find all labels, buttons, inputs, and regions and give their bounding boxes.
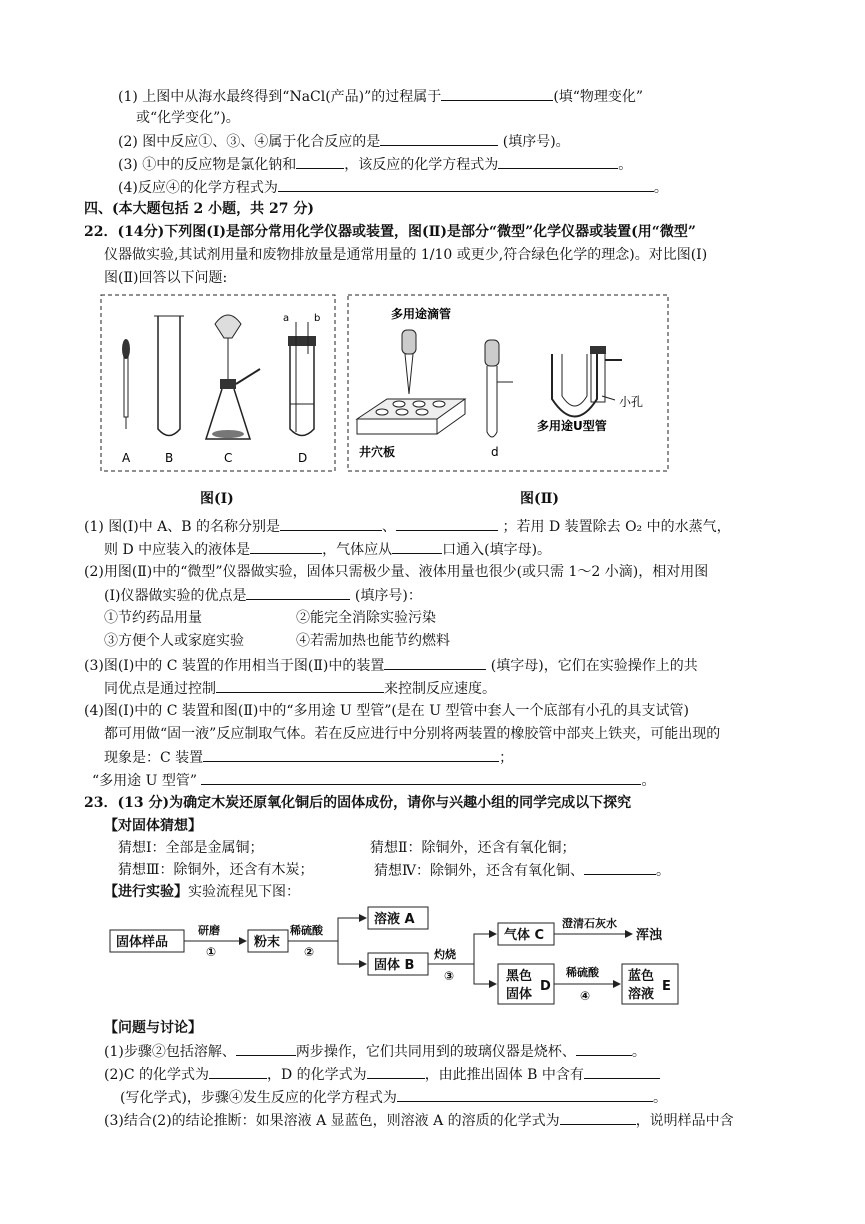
answer-blank[interactable] bbox=[367, 1064, 425, 1079]
q23-intro: 23．(13 分)为确定木炭还原氧化铜后的固体成份，请你与兴趣小组的同学完成以下探究 bbox=[84, 795, 632, 811]
q22-2-cont: (Ⅰ)仪器做实验的优点是 (填序号)： bbox=[104, 585, 422, 606]
option-3: ③方便个人或家庭实验 bbox=[104, 633, 244, 649]
answer-blank[interactable] bbox=[576, 1041, 632, 1056]
text-solution: 溶液 bbox=[628, 987, 655, 1002]
q22-4-cont: 都可用做“固一液”反应制取气体。若在反应进行中分别将两装置的橡胶管中部夹上铁夹，可能出现的 bbox=[104, 726, 721, 742]
answer-blank[interactable] bbox=[201, 770, 641, 785]
answer-blank[interactable] bbox=[560, 1110, 636, 1125]
u-tube bbox=[552, 346, 622, 417]
q22-intro-2: 仪器做实验,其试剂用量和废物排放量是通常用量的 1/10 或更少,符合绿色化学的理念)。对比图(Ⅰ) bbox=[104, 247, 708, 263]
figure-2-caption: 图(Ⅱ) bbox=[520, 491, 560, 507]
experiment-flowchart bbox=[104, 904, 704, 1012]
guess-2: 猜想Ⅱ：除铜外，还含有氧化铜； bbox=[370, 840, 576, 856]
dropper-A bbox=[122, 339, 130, 429]
q-part1: (1) 上图中从海水最终得到“NaCl(产品)”的过程属于 (填“物理变化” bbox=[118, 86, 643, 107]
q22-intro-1: 22．(14分)下列图(Ⅰ)是部分常用化学仪器或装置，图(Ⅱ)是部分“微型”化学仪器或装置(用“微型” bbox=[84, 224, 696, 240]
answer-blank[interactable] bbox=[203, 747, 499, 762]
answer-blank[interactable] bbox=[584, 1064, 660, 1079]
option-2: ②能完全消除实验污染 bbox=[296, 610, 436, 626]
test-tube-B bbox=[154, 316, 184, 436]
text-solid: 固体 bbox=[506, 987, 533, 1002]
disc-2: (2)C 的化学式为 ，D 的化学式为 ，由此推出固体 B 中含有 bbox=[104, 1064, 660, 1085]
answer-blank[interactable] bbox=[384, 655, 486, 670]
label-hole: 小孔 bbox=[619, 395, 644, 409]
answer-blank[interactable] bbox=[280, 516, 382, 531]
text-D: D bbox=[540, 979, 551, 994]
answer-blank[interactable] bbox=[396, 516, 498, 531]
text-grind: 研磨 bbox=[198, 924, 220, 937]
answer-blank[interactable] bbox=[209, 1064, 267, 1079]
figure-2-micro-apparatus bbox=[347, 294, 669, 474]
well-plate bbox=[357, 399, 465, 434]
text-black: 黑色 bbox=[506, 969, 533, 984]
figure-2-frame bbox=[348, 295, 668, 471]
disc-1: (1)步骤②包括溶解、 两步操作，它们共同用到的玻璃仪器是烧杯、 。 bbox=[104, 1041, 646, 1062]
text-powder: 粉末 bbox=[254, 935, 281, 950]
q22-1: (1) 图(Ⅰ)中 A、B 的名称分别是 、 ；若用 D 装置除去 O₂ 中的水蒸气， bbox=[84, 516, 731, 537]
answer-blank[interactable] bbox=[296, 154, 344, 169]
q22-1-cont: 则 D 中应装入的液体是 ，气体应从 口通入(填字母)。 bbox=[104, 539, 551, 560]
answer-blank[interactable] bbox=[278, 177, 654, 192]
q22-4-u: “多用途 U 型管” 。 bbox=[92, 770, 655, 791]
text-E: E bbox=[662, 979, 671, 994]
q-part4: (4)反应④的化学方程式为 。 bbox=[118, 177, 668, 198]
answer-blank[interactable] bbox=[380, 131, 498, 146]
label-B: B bbox=[165, 451, 174, 465]
text-lime: 澄清石灰水 bbox=[562, 917, 617, 930]
label-dropper: 多用途滴管 bbox=[391, 307, 452, 321]
guess-4: 猜想Ⅳ：除铜外，还含有氧化铜、 。 bbox=[374, 860, 670, 881]
text-sample: 固体样品 bbox=[116, 935, 169, 950]
text-step3: ③ bbox=[444, 969, 455, 983]
figure-1-caption: 图(Ⅰ) bbox=[200, 491, 234, 507]
experiment-heading: 【进行实验】实验流程见下图： bbox=[104, 884, 300, 900]
label-u-tube: 多用途U型管 bbox=[537, 419, 607, 433]
q-part1-cont: 或“化学变化”)。 bbox=[136, 110, 240, 126]
text-burn: 灼烧 bbox=[434, 948, 456, 961]
micro-tube-d bbox=[485, 340, 513, 437]
text-step1: ① bbox=[206, 945, 217, 959]
disc-2-cont: (写化学式)，步骤④发生反应的化学方程式为 。 bbox=[120, 1087, 667, 1108]
svg-text:b: b bbox=[314, 313, 321, 324]
option-4: ④若需加热也能节约燃料 bbox=[296, 633, 450, 649]
gas-washing-D bbox=[283, 313, 320, 436]
q22-2: (2)用图(Ⅱ)中的“微型”仪器做实验，固体只需极少量、液体用量也很少(或只需 1～2 小滴)，相对用图 bbox=[84, 564, 709, 580]
q22-3: (3)图(Ⅰ)中的 C 装置的作用相当于图(Ⅱ)中的装置 (填字母)，它们在实验操作上的共 bbox=[84, 655, 698, 676]
disc-3: (3)结合(2)的结论推断：如果溶液 A 显蓝色，则溶液 A 的溶质的化学式为 ，说明样品中含 bbox=[104, 1110, 734, 1131]
q22-4-c: 现象是：C 装置 ； bbox=[104, 747, 513, 768]
text-step4: ④ bbox=[580, 989, 591, 1003]
discussion-heading: 【问题与讨论】 bbox=[104, 1020, 202, 1036]
answer-blank[interactable] bbox=[397, 1087, 653, 1102]
label-C: C bbox=[224, 451, 233, 465]
guess-heading: 【对固体猜想】 bbox=[104, 818, 202, 834]
guess-3: 猜想Ⅲ：除铜外，还含有木炭； bbox=[118, 862, 314, 878]
label-d: d bbox=[491, 445, 499, 459]
text-gas-C: 气体 C bbox=[504, 928, 545, 943]
q22-4: (4)图(Ⅰ)中的 C 装置和图(Ⅱ)中的“多用途 U 型管”(是在 U 型管中套人一个底部有小孔的具支试管) bbox=[84, 703, 689, 719]
text-step2: ② bbox=[304, 945, 315, 959]
text-blue: 蓝色 bbox=[628, 969, 655, 984]
answer-blank[interactable] bbox=[441, 86, 553, 101]
answer-blank[interactable] bbox=[250, 539, 322, 554]
text-solution-A: 溶液 A bbox=[374, 912, 415, 927]
section-heading: 四、(本大题包括 2 小题，共 27 分) bbox=[84, 201, 314, 217]
answer-blank[interactable] bbox=[392, 539, 442, 554]
text-acid: 稀硫酸 bbox=[290, 924, 323, 937]
q-part3: (3) ①中的反应物是氯化钠和 ，该反应的化学方程式为 。 bbox=[118, 154, 632, 175]
q22-intro-3: 图(Ⅱ)回答以下问题: bbox=[104, 270, 228, 286]
answer-blank[interactable] bbox=[216, 678, 384, 693]
answer-blank[interactable] bbox=[236, 1041, 296, 1056]
figure-1-apparatus bbox=[100, 294, 336, 474]
label-D: D bbox=[298, 451, 308, 465]
answer-blank[interactable] bbox=[584, 860, 656, 875]
label-A: A bbox=[122, 451, 131, 465]
answer-blank[interactable] bbox=[246, 585, 350, 600]
text-solid-B: 固体 B bbox=[374, 958, 415, 973]
text-turbid: 浑浊 bbox=[636, 928, 663, 943]
flask-C bbox=[206, 315, 260, 439]
text-acid2: 稀硫酸 bbox=[566, 966, 599, 979]
label-well-plate: 井穴板 bbox=[359, 445, 396, 459]
guess-1: 猜想Ⅰ：全部是金属铜； bbox=[118, 840, 264, 856]
option-1: ①节约药品用量 bbox=[104, 610, 202, 626]
q-part2: (2) 图中反应①、③、④属于化合反应的是 (填序号)。 bbox=[118, 131, 570, 152]
svg-text:a: a bbox=[283, 313, 290, 324]
q22-3-cont: 同优点是通过控制 来控制反应速度。 bbox=[104, 678, 496, 699]
answer-blank[interactable] bbox=[498, 154, 618, 169]
micro-dropper bbox=[402, 330, 416, 394]
